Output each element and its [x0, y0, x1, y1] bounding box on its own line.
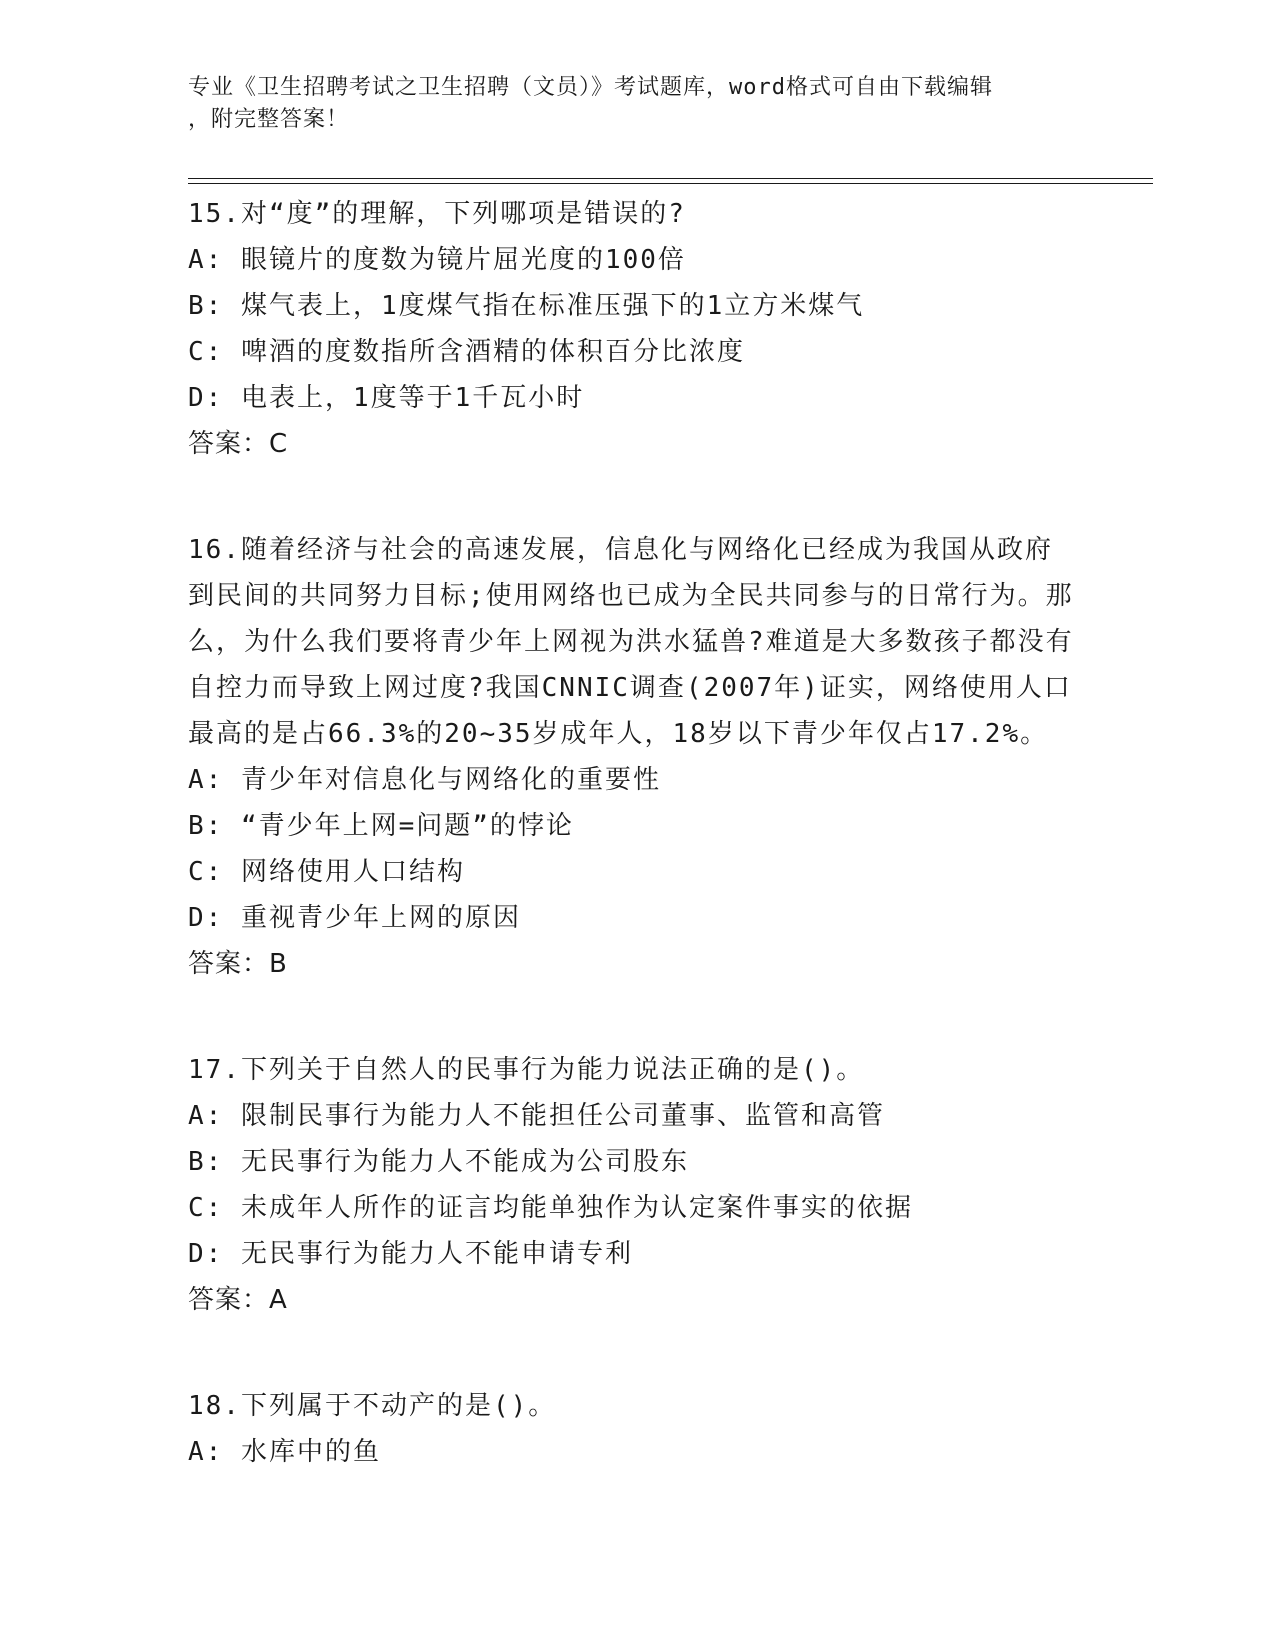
header-divider-top	[188, 178, 1153, 179]
question-stem: 17.下列关于自然人的民事行为能力说法正确的是()。	[188, 1055, 865, 1085]
option-a: A: 眼镜片的度数为镜片屈光度的100倍	[188, 245, 686, 275]
option-b: B: 无民事行为能力人不能成为公司股东	[188, 1147, 689, 1177]
question-spacer	[188, 987, 1088, 1047]
question-17	[188, 1047, 1088, 1323]
question-16	[188, 527, 1088, 987]
header-divider-bottom	[188, 183, 1153, 184]
option-c: C: 啤酒的度数指所含酒精的体积百分比浓度	[188, 337, 745, 367]
document-header	[188, 72, 1068, 136]
answer: 答案：C	[188, 429, 289, 459]
answer: 答案：B	[188, 949, 288, 979]
question-list	[188, 191, 1088, 1475]
question-15	[188, 191, 1088, 467]
option-d: D: 无民事行为能力人不能申请专利	[188, 1239, 633, 1269]
question-stem: 18.下列属于不动产的是()。	[188, 1391, 557, 1421]
header-title-line-1: 专业《卫生招聘考试之卫生招聘（文员）》考试题库，word格式可自由下载编辑	[188, 75, 993, 100]
option-c: C: 网络使用人口结构	[188, 857, 465, 887]
question-spacer	[188, 467, 1088, 527]
question-stem: 15.对“度”的理解，下列哪项是错误的?	[188, 199, 686, 229]
option-c: C: 未成年人所作的证言均能单独作为认定案件事实的依据	[188, 1193, 913, 1223]
option-d: D: 重视青少年上网的原因	[188, 903, 521, 933]
question-spacer	[188, 1323, 1088, 1383]
question-stem: 16.随着经济与社会的高速发展，信息化与网络化已经成为我国从政府到民间的共同努力目标;使用网络也已成为全民共同参与的日常行为。那么，为什么我们要将青少年上网视为洪水猛兽?难道是大多数孩子都没有自控力而导致上网过度?我国CNNIC调查(2007年)证实，网络使用人口最高的是占66.3%的20~35岁成年人，18岁以下青少年仅占17.2%。	[188, 535, 1074, 749]
option-a: A: 青少年对信息化与网络化的重要性	[188, 765, 661, 795]
question-18	[188, 1383, 1088, 1475]
option-d: D: 电表上，1度等于1千瓦小时	[188, 383, 585, 413]
answer: 答案：A	[188, 1285, 288, 1315]
option-a: A: 水库中的鱼	[188, 1437, 381, 1467]
option-b: B: “青少年上网=问题”的悖论	[188, 811, 574, 841]
header-title-line-2: ，附完整答案！	[188, 107, 350, 132]
option-b: B: 煤气表上，1度煤气指在标准压强下的1立方米煤气	[188, 291, 865, 321]
option-a: A: 限制民事行为能力人不能担任公司董事、监管和高管	[188, 1101, 885, 1131]
